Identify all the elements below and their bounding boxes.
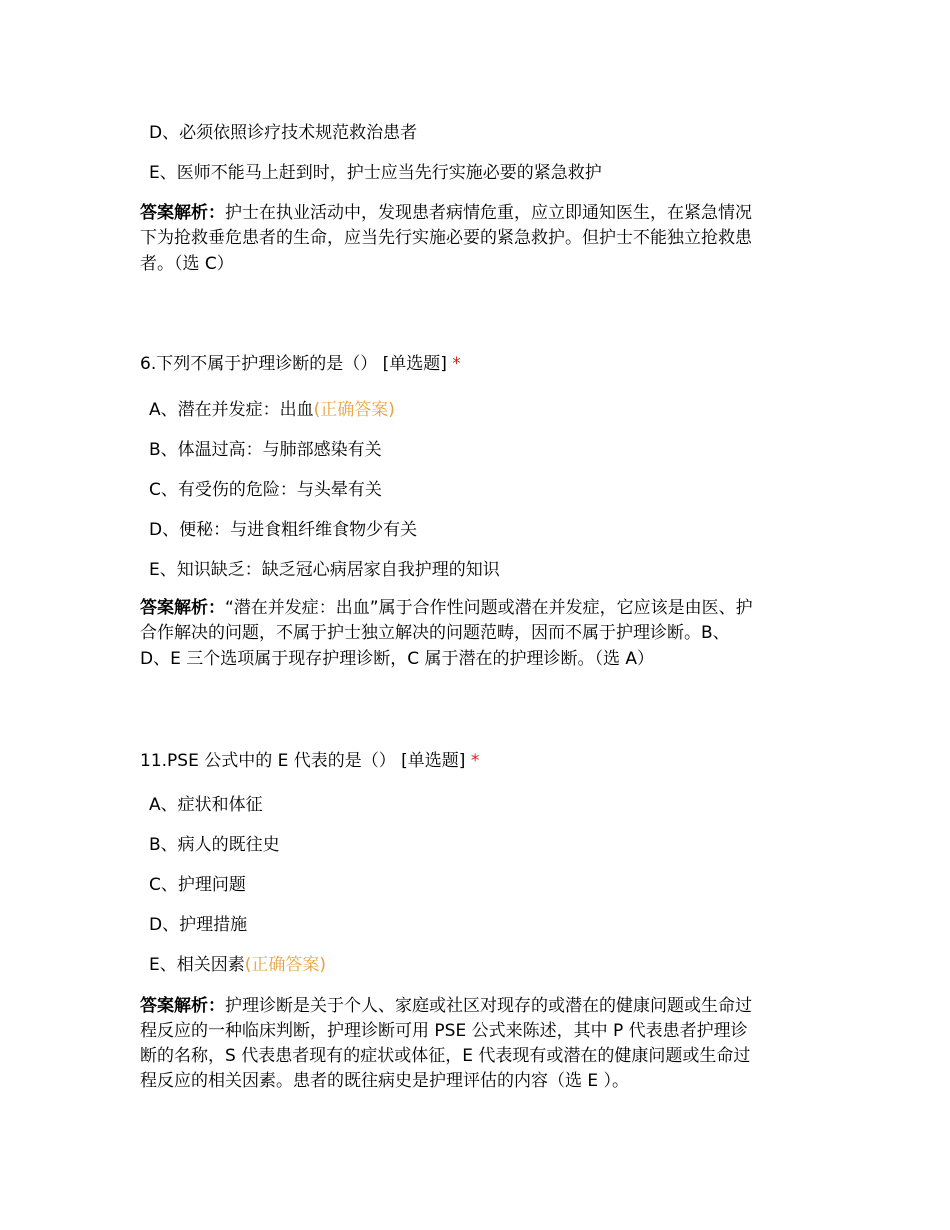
option-b: B、体温过高：与肺部感染有关 bbox=[149, 440, 382, 460]
correct-answer-tag: (正确答案) bbox=[244, 955, 327, 975]
analysis-label: 答案解析： bbox=[140, 996, 225, 1016]
option-e: E、医师不能马上赶到时，护士应当先行实施必要的紧急救护 bbox=[149, 163, 602, 183]
analysis-line: 程反应的一种临床判断，护理诊断可用 PSE 公式来陈述，其中 P 代表患者护理诊 bbox=[140, 1021, 748, 1041]
option-e: E、知识缺乏：缺乏冠心病居家自我护理的知识 bbox=[149, 560, 500, 580]
question-title-text: 6.下列不属于护理诊断的是（） [单选题] bbox=[140, 354, 447, 374]
option-a bbox=[149, 398, 395, 422]
analysis-line bbox=[140, 994, 752, 1018]
analysis-text: “潜在并发症：出血”属于合作性问题或潜在并发症，它应该是由医、护 bbox=[225, 598, 753, 618]
option-d: D、必须依照诊疗技术规范救治患者 bbox=[149, 123, 418, 143]
analysis-line: 断的名称，S 代表患者现有的症状或体征，E 代表现有或潜在的健康问题或生命过 bbox=[140, 1046, 751, 1066]
analysis-label: 答案解析： bbox=[140, 598, 225, 618]
option-c: C、有受伤的危险：与头晕有关 bbox=[149, 480, 382, 500]
analysis-line bbox=[140, 596, 753, 620]
option-text: E、相关因素 bbox=[149, 955, 245, 975]
analysis-line bbox=[140, 201, 752, 225]
option-text: A、潜在并发症：出血 bbox=[149, 400, 314, 420]
analysis-line: 下为抢救垂危患者的生命，应当先行实施必要的紧急救护。但护士不能独立抢救患 bbox=[140, 228, 752, 248]
option-b: B、病人的既往史 bbox=[149, 835, 280, 855]
question-6-title bbox=[140, 352, 461, 376]
required-marker: * bbox=[470, 751, 480, 771]
option-e bbox=[149, 953, 326, 977]
correct-answer-tag: (正确答案) bbox=[313, 400, 395, 420]
analysis-line: 程反应的相关因素。患者的既往病史是护理评估的内容（选 E ）。 bbox=[140, 1071, 630, 1091]
analysis-line: 者。（选 C） bbox=[140, 254, 234, 274]
analysis-text: 护理诊断是关于个人、家庭或社区对现存的或潜在的健康问题或生命过 bbox=[225, 996, 752, 1016]
option-d: D、护理措施 bbox=[149, 915, 248, 935]
option-d: D、便秘：与进食粗纤维食物少有关 bbox=[149, 520, 418, 540]
option-a: A、症状和体征 bbox=[149, 795, 263, 815]
question-11-title bbox=[140, 749, 479, 773]
analysis-text: 护士在执业活动中，发现患者病情危重，应立即通知医生，在紧急情况 bbox=[225, 203, 752, 223]
option-c: C、护理问题 bbox=[149, 875, 246, 895]
question-title-text: 11.PSE 公式中的 E 代表的是（） [单选题] bbox=[140, 751, 466, 771]
analysis-label: 答案解析： bbox=[140, 203, 225, 223]
required-marker: * bbox=[452, 354, 461, 374]
analysis-line: D、E 三个选项属于现存护理诊断，C 属于潜在的护理诊断。（选 A） bbox=[140, 649, 655, 669]
analysis-line: 合作解决的问题，不属于护士独立解决的问题范畴，因而不属于护理诊断。B、 bbox=[140, 623, 730, 643]
